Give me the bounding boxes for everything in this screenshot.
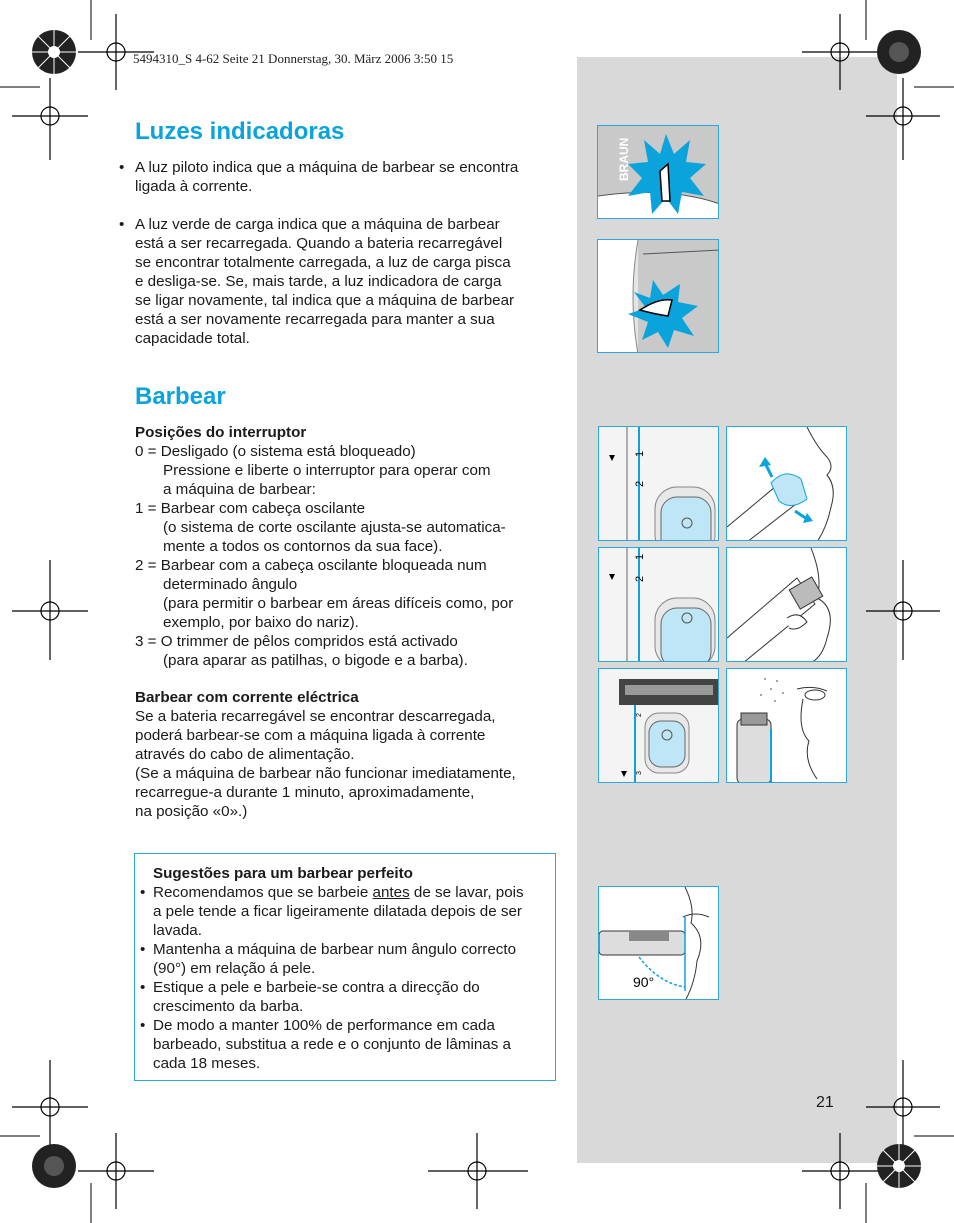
switch-line: 0 = Desligado (o sistema está bloqueado) xyxy=(135,443,416,460)
switch-line: Pressione e liberte o interruptor para operar com xyxy=(163,462,491,479)
text-line: De modo a manter 100% de performance em cada xyxy=(153,1017,495,1034)
tip-item xyxy=(140,1016,553,1073)
figure-trimming-sideburns xyxy=(726,668,847,783)
text-line: está a ser recarregada. Quando a bateria recarregável xyxy=(135,235,503,252)
switch-line: exemplo, por baixo do nariz). xyxy=(163,614,359,631)
tip-text: de se lavar, pois xyxy=(409,884,524,901)
figure-locked-head xyxy=(726,547,847,662)
angle-label: 90° xyxy=(633,974,655,990)
switch-line: (para permitir o barbear em áreas difíceis como, por xyxy=(163,595,514,612)
text-line: poderá barbear-se com a máquina ligada à corrente xyxy=(135,727,486,744)
bullet-icon: • xyxy=(140,1017,146,1034)
text-line: lavada. xyxy=(153,922,202,939)
text-line: barbeado, substitua a rede e o conjunto de lâminas a xyxy=(153,1036,511,1053)
switch-line: (o sistema de corte oscilante ajusta-se automatica- xyxy=(163,519,506,536)
tip-emphasis: antes xyxy=(372,884,410,901)
switch-heading: Posições do interruptor xyxy=(135,424,307,441)
switch-line: 3 = O trimmer de pêlos compridos está activado xyxy=(135,633,458,650)
text-line: cada 18 meses. xyxy=(153,1055,261,1072)
tips-box xyxy=(134,853,556,1081)
switch-line: determinado ângulo xyxy=(163,576,298,593)
switch-line: 1 = Barbear com cabeça oscilante xyxy=(135,500,366,517)
switch-line: (para aparar as patilhas, o bigode e a barba). xyxy=(163,652,468,669)
figure-oscillating-head xyxy=(726,426,847,541)
bullet-icon: • xyxy=(140,979,146,996)
print-imprint: 5494310_S 4-62 Seite 21 Donnerstag, 30. März 2006 3:50 15 xyxy=(133,51,454,66)
switch-label: 1 xyxy=(634,553,646,560)
bullet-icon: • xyxy=(140,884,146,901)
switch-line: a máquina de barbear: xyxy=(163,481,316,498)
figure-shaving-angle xyxy=(598,886,719,1000)
switch-label: 1 xyxy=(634,450,646,457)
mains-heading: Barbear com corrente eléctrica xyxy=(135,689,359,706)
text-line: se ligar novamente, tal indica que a máquina de barbear xyxy=(135,292,515,309)
tip-item xyxy=(140,940,553,978)
brand-logo: BRAUN xyxy=(617,137,631,181)
figure-switch-pos-2 xyxy=(598,547,719,662)
text-line: capacidade total. xyxy=(135,330,250,347)
figure-charge-light xyxy=(597,239,719,353)
switch-label: 2 xyxy=(634,480,646,487)
text-line: A luz verde de carga indica que a máquina de barbear xyxy=(135,216,500,233)
switch-label: 2 xyxy=(634,575,646,582)
switch-line: 2 = Barbear com a cabeça oscilante bloqueada num xyxy=(135,557,487,574)
bullet-icon: • xyxy=(140,941,146,958)
text-line: crescimento da barba. xyxy=(153,998,304,1015)
bullet-icon: • xyxy=(119,159,125,176)
figure-pilot-light xyxy=(597,125,719,219)
text-line: (90°) em relação á pele. xyxy=(153,960,316,977)
pilot-light-icon xyxy=(660,164,670,201)
text-line: recarregue-a durante 1 minuto, aproximadamente, xyxy=(135,784,475,801)
switch-label: 2 xyxy=(636,713,643,717)
bullet-pilot-light xyxy=(119,158,565,196)
bullet-icon: • xyxy=(119,216,125,233)
text-line: A luz piloto indica que a máquina de barbear se encontra xyxy=(135,159,519,176)
figure-switch-pos-1 xyxy=(598,426,719,541)
text-line: na posição «0».) xyxy=(135,803,248,820)
text-line: através do cabo de alimentação. xyxy=(135,746,355,763)
tips-heading: Sugestões para um barbear perfeito xyxy=(153,865,413,882)
text-line: Se a bateria recarregável se encontrar descarregada, xyxy=(135,708,496,725)
section-title-indicators: Luzes indicadoras xyxy=(135,118,345,145)
text-line: Mantenha a máquina de barbear num ângulo correcto xyxy=(153,941,517,958)
section-title-shaving: Barbear xyxy=(135,383,226,410)
text-line: e desliga-se. Se, mais tarde, a luz indicadora de carga xyxy=(135,273,502,290)
page-number: 21 xyxy=(816,1094,834,1111)
switch-line: mente a todos os contornos da sua face). xyxy=(163,538,443,555)
text-line: se encontrar totalmente carregada, a luz de carga pisca xyxy=(135,254,511,271)
bullet-charge-light xyxy=(119,215,565,348)
tip-item xyxy=(140,883,553,940)
text-line: Estique a pele e barbeie-se contra a direcção do xyxy=(153,979,480,996)
text-line: ligada à corrente. xyxy=(135,178,253,195)
tip-item xyxy=(140,978,553,1016)
switch-positions xyxy=(135,423,565,670)
text-line: está a ser novamente recarregada para manter a sua xyxy=(135,311,495,328)
switch-label: 3 xyxy=(636,771,643,775)
text-line: (Se a máquina de barbear não funcionar imediatamente, xyxy=(135,765,516,782)
text-line xyxy=(153,883,553,902)
tip-text: Recomendamos que se barbeie xyxy=(153,884,373,901)
text-line: a pele tende a ficar ligeiramente dilatada depois de ser xyxy=(153,903,522,920)
mains-shaving xyxy=(135,688,565,821)
figure-trimmer xyxy=(598,668,719,783)
tips-content xyxy=(140,864,553,1073)
